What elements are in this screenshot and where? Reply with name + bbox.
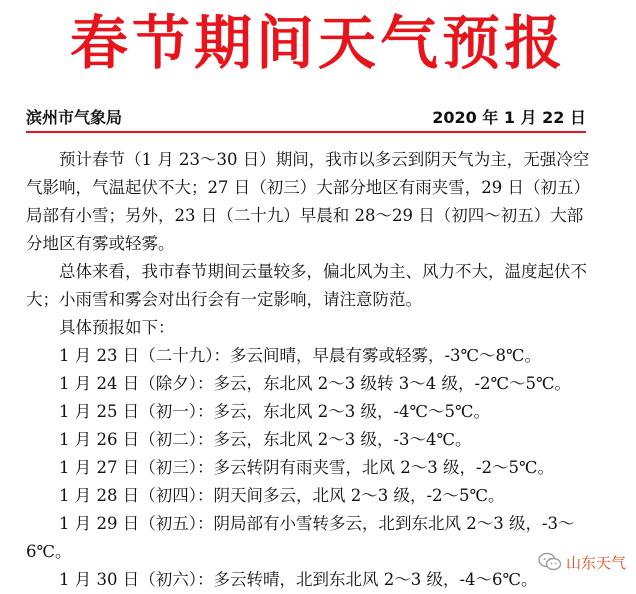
watermark-label: 山东天气 bbox=[565, 553, 626, 572]
forecast-item: 1 月 29 日（初五）：阴局部有小雪转多云，北到东北风 2～3 级，-3～6℃。 bbox=[26, 514, 575, 561]
forecast-item: 1 月 23 日（二十九）：多云间晴，早晨有雾或轻雾，-3℃～8℃。 bbox=[59, 346, 541, 365]
forecast-item: 1 月 28 日（初四）：阴天间多云，北风 2～3 级，-2～5℃。 bbox=[59, 486, 505, 505]
watermark bbox=[538, 548, 626, 576]
forecast-list bbox=[26, 342, 596, 594]
intro-paragraph: 预计春节（1 月 23～30 日）期间，我市以多云到阴天气为主，无强冷空气影响，气温起伏不大；27 日（初三）大部分地区有雨夹雪，29 日（初五）局部有小雪；另外，23 日（二十九）早晨和 28～29 日（初四～初五）大部分地区有雾或轻雾。 bbox=[26, 150, 590, 253]
forecast-item: 1 月 27 日（初三）：多云转阴有雨夹雪，北风 2～3 级，-2～5℃。 bbox=[59, 458, 554, 477]
forecast-item: 1 月 24 日（除夕）：多云，东北风 2～3 级转 3～4 级，-2℃～5℃。 bbox=[59, 374, 571, 393]
wechat-icon bbox=[538, 552, 562, 572]
header-divider bbox=[26, 131, 586, 133]
document-meta bbox=[26, 106, 586, 130]
forecast-item: 1 月 25 日（初一）：多云，东北风 2～3 级，-4℃～5℃。 bbox=[59, 402, 490, 421]
forecast-heading: 具体预报如下： bbox=[59, 318, 175, 337]
summary-paragraph: 总体来看，我市春节期间云量较多，偏北风为主、风力不大，温度起伏不大；小雨雪和雾会对出行会有一定影响，请注意防范。 bbox=[26, 262, 587, 309]
forecast-item: 1 月 30 日（初六）：多云转晴，北到东北风 2～3 级，-4～6℃。 bbox=[59, 570, 538, 589]
page-title: 春节期间天气预报 bbox=[69, 9, 566, 77]
document-body bbox=[26, 146, 596, 594]
issuing-agency: 滨州市气象局 bbox=[26, 108, 123, 127]
issue-date: 2020 年 1 月 22 日 bbox=[432, 108, 586, 127]
forecast-item: 1 月 26 日（初二）：多云，东北风 2～3 级，-3～4℃。 bbox=[59, 430, 472, 449]
